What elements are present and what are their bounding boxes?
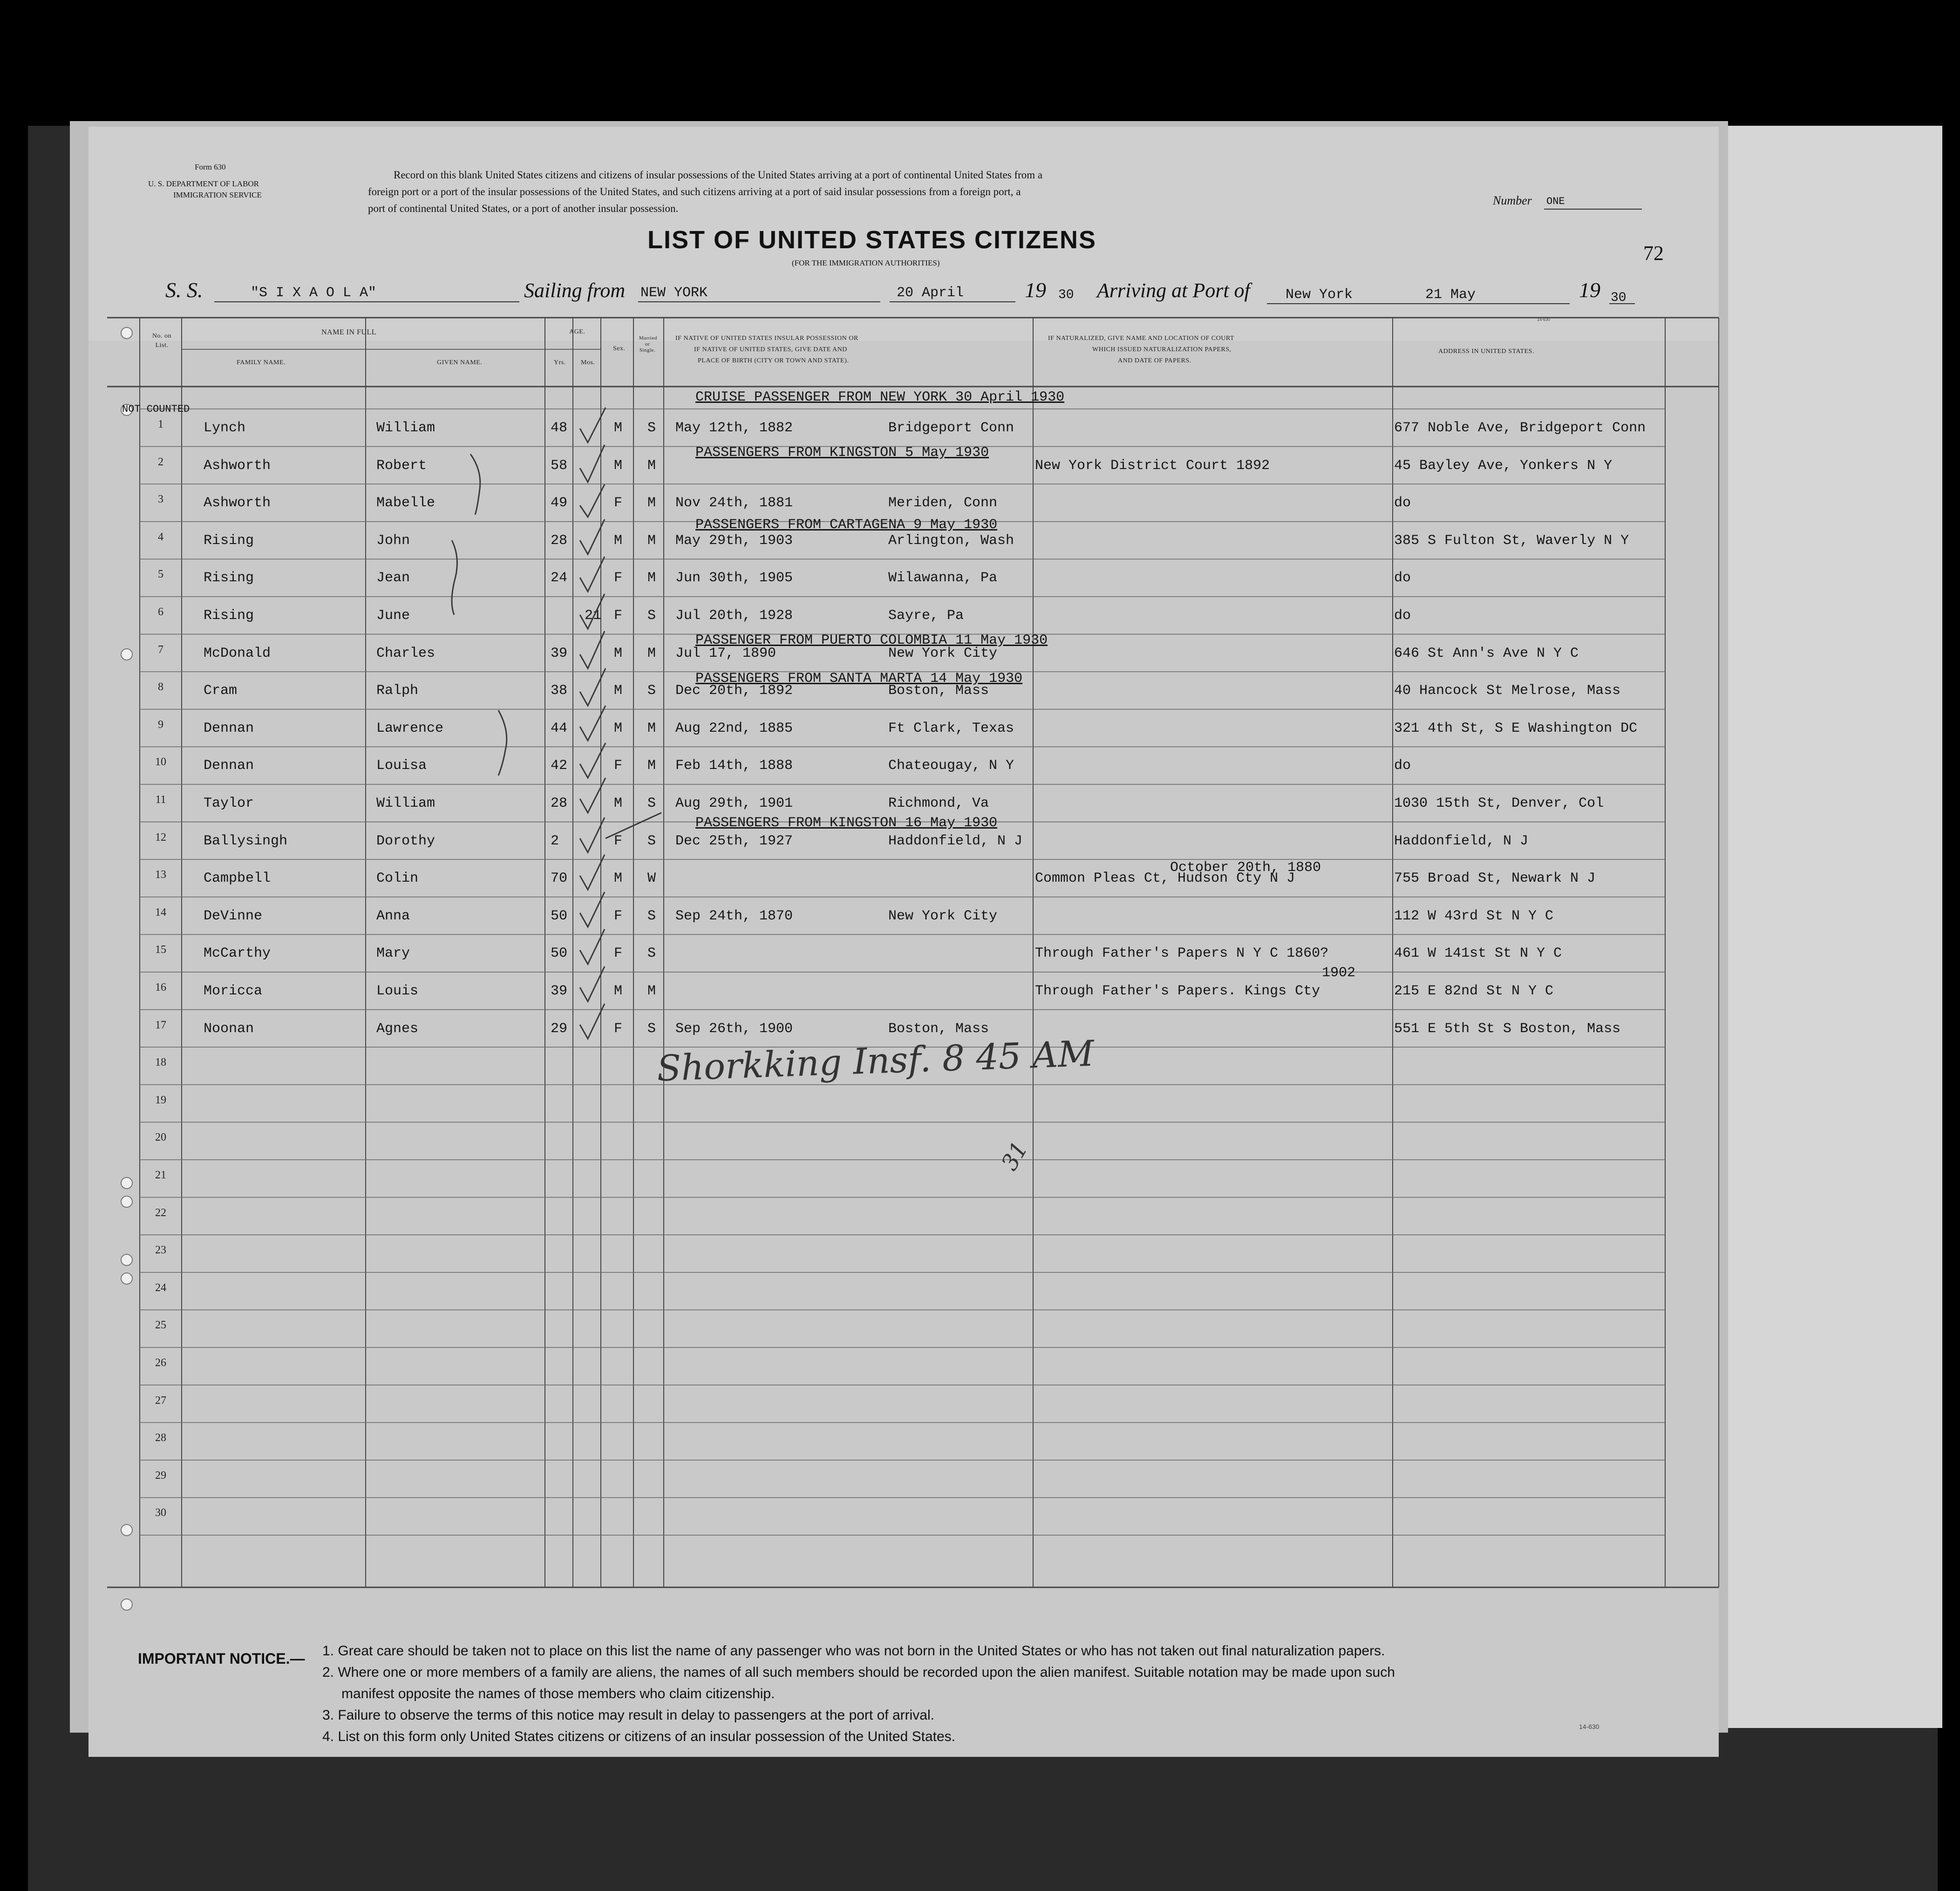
marital-status-cell: M [647, 570, 656, 586]
instruction-line-2: foreign port or a port of the insular possessions of the United States, and such citizens arriving at a port of said insular possessions from a foreign port, a [368, 186, 1021, 197]
address-cell: 551 E 5th St S Boston, Mass [1394, 1020, 1621, 1037]
family-name-cell: Ashworth [204, 495, 271, 511]
department: U. S. DEPARTMENT OF LABOR [148, 179, 259, 188]
given-name-cell: Mary [376, 946, 410, 962]
family-name-cell: Taylor [204, 796, 254, 811]
address-cell: 677 Noble Ave, Bridgeport Conn [1394, 420, 1646, 436]
birth-place-cell: Richmond, Va [888, 796, 989, 811]
address-cell: do [1394, 758, 1411, 774]
naturalization-cell: Through Father's Papers. Kings Cty [1035, 983, 1320, 999]
birth-place-cell: Haddonfield, N J [888, 833, 1023, 849]
col-nat-line-3: AND DATE OF PAPERS. [1118, 357, 1191, 364]
sex-cell: M [614, 871, 623, 887]
birth-place-cell: New York City [888, 645, 998, 661]
sex-cell: F [614, 1020, 623, 1037]
given-name-cell: John [376, 532, 410, 549]
row-number: 14 [155, 906, 166, 918]
family-name-cell: Noonan [204, 1020, 254, 1037]
notice-line-4: 4. List on this form only United States citizens or citizens of an insular possession of the United States. [322, 1729, 956, 1744]
address-cell: do [1394, 570, 1411, 586]
notice-line-3: 3. Failure to observe the terms of this notice may result in delay to passengers at the port of arrival. [322, 1707, 934, 1723]
number-value: ONE [1546, 196, 1565, 207]
age-years-cell: 38 [551, 683, 568, 699]
birth-date-cell: Sep 26th, 1900 [675, 1020, 793, 1037]
naturalization-cell: New York District Court 1892 [1035, 457, 1270, 474]
given-name-cell: Jean [376, 570, 410, 586]
row-number: 22 [155, 1206, 166, 1219]
sail-date: 20 April [897, 285, 964, 301]
marital-status-cell: M [647, 983, 656, 999]
address-cell: 646 St Ann's Ave N Y C [1394, 645, 1579, 661]
sex-cell: F [614, 908, 623, 924]
sex-cell: F [614, 758, 623, 774]
given-name-cell: William [376, 420, 436, 436]
given-name-cell: Robert [376, 457, 427, 474]
section-heading: PASSENGERS FROM KINGSTON 16 May 1930 [695, 815, 998, 831]
age-years-cell: 28 [551, 532, 568, 549]
birth-place-cell: Meriden, Conn [888, 495, 998, 511]
birth-date-cell: Jul 17, 1890 [675, 645, 776, 661]
age-years-cell: 39 [551, 983, 568, 999]
family-name-cell: Rising [204, 608, 254, 624]
birth-date-cell: Nov 24th, 1881 [675, 495, 793, 511]
form-subtitle: (FOR THE IMMIGRATION AUTHORITIES) [792, 258, 940, 267]
age-years-cell: 48 [551, 420, 568, 436]
address-cell: do [1394, 608, 1411, 624]
col-address: ADDRESS IN UNITED STATES. [1438, 348, 1534, 355]
row-number: 17 [155, 1019, 166, 1031]
notice-line-1: 1. Great care should be taken not to place on this list the name of any passenger who was not born in the United States or who has not taken out final naturalization papers. [322, 1643, 1385, 1659]
row-number: 11 [155, 794, 166, 806]
col-sex: Sex. [613, 345, 626, 352]
col-mos: Mos. [581, 359, 595, 366]
row-number: 1 [158, 418, 163, 430]
row-number: 5 [158, 568, 163, 581]
family-name-cell: Ashworth [204, 457, 271, 474]
row-number: 7 [158, 643, 163, 656]
birth-place-cell: New York City [888, 908, 998, 924]
address-cell: 755 Broad St, Newark N J [1394, 871, 1596, 887]
given-name-cell: Ralph [376, 683, 419, 699]
number-label: Number [1493, 194, 1532, 207]
marital-status-cell: S [647, 908, 656, 924]
age-years-cell: 70 [551, 871, 568, 887]
birth-date-cell: May 12th, 1882 [675, 420, 793, 436]
sex-cell: M [614, 796, 623, 811]
col-birth-line-1: IF NATIVE OF UNITED STATES INSULAR POSSESSION OR [675, 335, 858, 342]
section-heading: CRUISE PASSENGER FROM NEW YORK 30 April 1930 [695, 389, 1065, 405]
birth-place-cell: Boston, Mass [888, 1020, 989, 1037]
col-nat-line-2: WHICH ISSUED NATURALIZATION PAPERS, [1092, 346, 1232, 353]
birth-date-cell: Dec 25th, 1927 [675, 833, 793, 849]
age-years-cell: 50 [551, 908, 568, 924]
birth-date-cell: Aug 29th, 1901 [675, 796, 793, 811]
family-name-cell: Rising [204, 532, 254, 549]
col-family-name: FAMILY NAME. [237, 359, 286, 366]
row-number: 6 [158, 606, 163, 618]
notice-line-2a: 2. Where one or more members of a family are aliens, the names of all such members should be recorded upon the alien manifest. Suitable notation may be made upon such [322, 1665, 1395, 1680]
section-heading: PASSENGER FROM PUERTO COLOMBIA 11 May 1930 [695, 633, 1048, 648]
paper-year-row-16: 1902 [1322, 965, 1356, 981]
birth-place-cell: Sayre, Pa [888, 608, 964, 624]
family-name-cell: Moricca [204, 983, 263, 999]
marital-status-cell: M [647, 532, 656, 549]
row-number: 28 [155, 1432, 166, 1444]
birth-date-cell: Feb 14th, 1888 [675, 758, 793, 774]
naturalization-cell: Common Pleas Ct, Hudson Cty N J [1035, 871, 1295, 887]
address-cell: Haddonfield, N J [1394, 833, 1529, 849]
section-heading: PASSENGERS FROM KINGSTON 5 May 1930 [695, 445, 989, 461]
inspector-signature: Shorkking Insf. 8 45 AM [656, 1032, 1095, 1089]
age-years-cell: 58 [551, 457, 568, 474]
col-yrs: Yrs. [554, 359, 566, 366]
sex-cell: F [614, 608, 623, 624]
marital-status-cell: S [647, 683, 656, 699]
sailing-from: NEW YORK [640, 285, 708, 301]
col-birth-line-2: IF NATIVE OF UNITED STATES, GIVE DATE AND [694, 346, 847, 353]
row-number: 4 [158, 531, 163, 543]
given-name-cell: Louis [376, 983, 419, 999]
ship-name: "S I X A O L A" [251, 285, 377, 301]
naturalization-cell: Through Father's Papers N Y C 1860? [1035, 946, 1329, 962]
family-name-cell: Ballysingh [204, 833, 288, 849]
birth-place-cell: Ft Clark, Texas [888, 720, 1014, 736]
row-number: 25 [155, 1319, 166, 1332]
sex-cell: F [614, 570, 623, 586]
marital-status-cell: M [647, 457, 656, 474]
header-code: 14-630 [1537, 317, 1551, 322]
given-name-cell: Louisa [376, 758, 427, 774]
form-title: LIST OF UNITED STATES CITIZENS [647, 226, 1096, 254]
col-married-single: Married or Single. [639, 335, 657, 354]
given-name-cell: Lawrence [376, 720, 444, 736]
birth-date-cell: Sep 24th, 1870 [675, 908, 793, 924]
address-cell: 321 4th St, S E Washington DC [1394, 720, 1638, 736]
row-number: 3 [158, 493, 163, 506]
given-name-cell: Colin [376, 871, 419, 887]
age-years-cell: 28 [551, 796, 568, 811]
stamp-number: 31 [996, 1137, 1034, 1175]
court-date-row-13: October 20th, 1880 [1170, 860, 1321, 876]
sex-cell: M [614, 683, 623, 699]
row-number: 9 [158, 718, 163, 731]
section-heading: PASSENGERS FROM SANTA MARTA 14 May 1930 [695, 671, 1023, 687]
marital-status-cell: M [647, 645, 656, 661]
row-number: 12 [155, 831, 166, 843]
birth-date-cell: Dec 20th, 1892 [675, 683, 793, 699]
row-number: 20 [155, 1131, 166, 1144]
marital-status-cell: S [647, 420, 656, 436]
col-age: AGE. [569, 328, 585, 335]
given-name-cell: Charles [376, 645, 436, 661]
given-name-cell: June [376, 608, 410, 624]
age-years-cell: 42 [551, 758, 568, 774]
birth-date-cell: Jul 20th, 1928 [675, 608, 793, 624]
sex-cell: M [614, 420, 623, 436]
age-years-cell: 50 [551, 946, 568, 962]
address-cell: 112 W 43rd St N Y C [1394, 908, 1554, 924]
age-months-cell: 21 [585, 608, 602, 624]
marital-status-cell: M [647, 720, 656, 736]
family-name-cell: Lynch [204, 420, 246, 436]
row-number: 13 [155, 869, 166, 881]
birth-date-cell: Jun 30th, 1905 [675, 570, 793, 586]
age-years-cell: 29 [551, 1020, 568, 1037]
sex-cell: M [614, 457, 623, 474]
row-number: 27 [155, 1394, 166, 1407]
age-years-cell: 24 [551, 570, 568, 586]
col-no: No. on List. [152, 333, 172, 349]
service: IMMIGRATION SERVICE [173, 190, 262, 199]
footer-code: 14-630 [1579, 1723, 1599, 1730]
sail-year-prefix: 19 [1025, 278, 1046, 302]
not-counted-note: NOT COUNTED [122, 403, 190, 415]
page-number: 72 [1643, 242, 1664, 265]
sex-cell: M [614, 720, 623, 736]
sex-cell: F [614, 495, 623, 511]
marital-status-cell: S [647, 833, 656, 849]
marital-status-cell: M [647, 495, 656, 511]
address-cell: 45 Bayley Ave, Yonkers N Y [1394, 457, 1613, 474]
section-heading: PASSENGERS FROM CARTAGENA 9 May 1930 [695, 517, 998, 533]
row-number: 2 [158, 456, 163, 468]
birth-date-cell: May 29th, 1903 [675, 532, 793, 549]
family-name-cell: McCarthy [204, 946, 271, 962]
marital-status-cell: S [647, 1020, 656, 1037]
row-number: 21 [155, 1169, 166, 1181]
marital-status-cell: W [647, 871, 656, 887]
row-number: 29 [155, 1469, 166, 1482]
notice-line-2b: manifest opposite the names of those members who claim citizenship. [341, 1686, 775, 1701]
row-number: 16 [155, 981, 166, 993]
age-years-cell: 44 [551, 720, 568, 736]
family-name-cell: McDonald [204, 645, 271, 661]
given-name-cell: Anna [376, 908, 410, 924]
address-cell: 1030 15th St, Denver, Col [1394, 796, 1604, 811]
address-cell: 215 E 82nd St N Y C [1394, 983, 1554, 999]
marital-status-cell: S [647, 796, 656, 811]
instruction-line-1: Record on this blank United States citizens and citizens of insular possessions of the United States arriving at a port of continental United States from a [394, 169, 1043, 181]
address-cell: 461 W 141st St N Y C [1394, 946, 1562, 962]
row-number: 26 [155, 1357, 166, 1369]
family-name-cell: Rising [204, 570, 254, 586]
family-name-cell: DeVinne [204, 908, 263, 924]
arriving-label: Arriving at Port of [1097, 279, 1250, 302]
col-given-name: GIVEN NAME. [437, 359, 483, 366]
marital-status-cell: M [647, 758, 656, 774]
arrival-year-prefix: 19 [1579, 278, 1600, 302]
family-name-cell: Dennan [204, 720, 254, 736]
row-number: 15 [155, 944, 166, 956]
arrival-date: 21 May [1425, 287, 1476, 303]
form-number: Form 630 [195, 163, 226, 171]
sail-year: 30 [1058, 288, 1074, 302]
birth-place-cell: Arlington, Wash [888, 532, 1014, 549]
address-cell: 385 S Fulton St, Waverly N Y [1394, 532, 1629, 549]
row-number: 18 [155, 1056, 166, 1069]
birth-place-cell: Chateougay, N Y [888, 758, 1014, 774]
address-cell: 40 Hancock St Melrose, Mass [1394, 683, 1621, 699]
age-years-cell: 39 [551, 645, 568, 661]
ss-label: S. S. [165, 278, 203, 302]
given-name-cell: William [376, 796, 436, 811]
given-name-cell: Dorothy [376, 833, 436, 849]
notice-heading: IMPORTANT NOTICE.— [138, 1650, 305, 1667]
age-years-cell: 2 [551, 833, 559, 849]
col-nat-line-1: IF NATURALIZED, GIVE NAME AND LOCATION OF COURT [1048, 335, 1234, 342]
sex-cell: M [614, 532, 623, 549]
age-years-cell: 49 [551, 495, 568, 511]
instruction-line-3: port of continental United States, or a port of another insular possession. [368, 203, 679, 214]
sex-cell: F [614, 946, 623, 962]
birth-place-cell: Wilawanna, Pa [888, 570, 998, 586]
sex-cell: M [614, 983, 623, 999]
arrival-port: New York [1286, 287, 1353, 303]
given-name-cell: Mabelle [376, 495, 436, 511]
family-name-cell: Cram [204, 683, 238, 699]
address-cell: do [1394, 495, 1411, 511]
marital-status-cell: S [647, 946, 656, 962]
family-name-cell: Campbell [204, 871, 271, 887]
row-number: 24 [155, 1281, 166, 1294]
col-birth-line-3: PLACE OF BIRTH (CITY OR TOWN AND STATE). [698, 357, 849, 364]
row-number: 10 [155, 756, 166, 769]
sex-cell: M [614, 645, 623, 661]
birth-place-cell: Bridgeport Conn [888, 420, 1014, 436]
sex-cell: F [614, 833, 623, 849]
row-number: 19 [155, 1094, 166, 1106]
row-number: 8 [158, 681, 163, 694]
birth-date-cell: Aug 22nd, 1885 [675, 720, 793, 736]
family-name-cell: Dennan [204, 758, 254, 774]
birth-place-cell: Boston, Mass [888, 683, 989, 699]
col-name-in-full: NAME IN FULL [321, 328, 376, 336]
sailing-label: Sailing from [524, 279, 626, 302]
row-number: 30 [155, 1507, 166, 1519]
marital-status-cell: S [647, 608, 656, 624]
arrival-year: 30 [1611, 291, 1627, 305]
row-number: 23 [155, 1244, 166, 1257]
given-name-cell: Agnes [376, 1020, 419, 1037]
